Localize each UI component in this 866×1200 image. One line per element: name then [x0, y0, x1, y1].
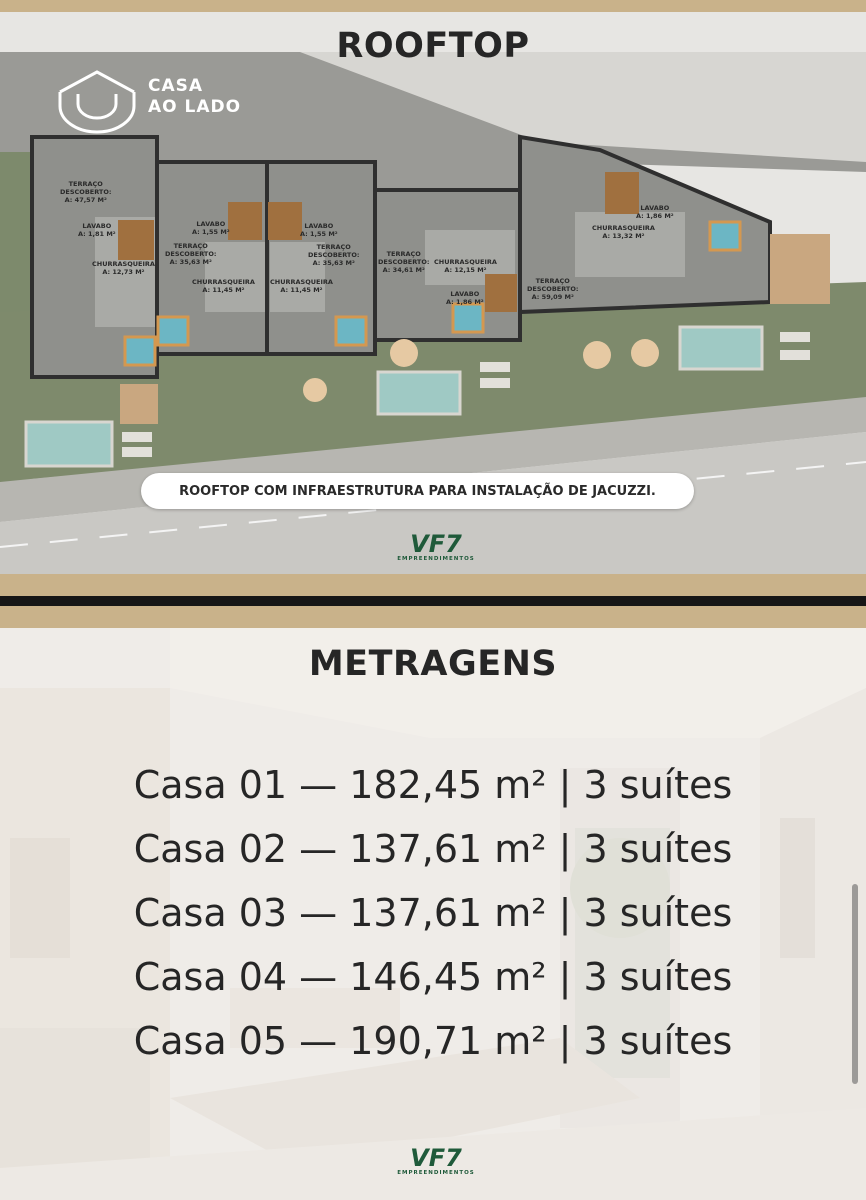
room-label: LAVABO A: 1,86 M²: [636, 204, 674, 220]
gold-band-1: [0, 574, 866, 596]
logo-line-2: AO LADO: [148, 97, 242, 117]
room-label: TERRAÇO DESCOBERTO: A: 59,09 M²: [527, 277, 579, 301]
unit-size-item: Casa 02 — 137,61 m² | 3 suítes: [133, 827, 733, 871]
divider-band: [0, 596, 866, 606]
rooftop-title: ROOFTOP: [336, 26, 530, 66]
room-label: TERRAÇO DESCOBERTO: A: 34,61 M²: [378, 250, 430, 274]
unit-size-list: [0, 753, 866, 1073]
vf7-subtitle: EMPREENDIMENTOS: [397, 1170, 475, 1176]
gold-band-2: [0, 606, 866, 628]
room-label: CHURRASQUEIRA A: 11,45 M²: [270, 278, 333, 294]
logo-wordmark: [148, 76, 241, 118]
vf7-subtitle: EMPREENDIMENTOS: [397, 556, 475, 562]
unit-size-item: Casa 03 — 137,61 m² | 3 suítes: [133, 891, 733, 935]
rooftop-panel: [0, 12, 866, 574]
room-label: LAVABO A: 1,55 M²: [300, 222, 338, 238]
room-label: CHURRASQUEIRA A: 12,15 M²: [434, 258, 497, 274]
metragens-panel: [0, 628, 866, 1200]
top-gold-band: [0, 0, 866, 12]
room-label: LAVABO A: 1,81 M²: [78, 222, 116, 238]
vf7-logo: [396, 1146, 476, 1176]
unit-size-item: Casa 04 — 146,45 m² | 3 suítes: [133, 955, 733, 999]
house-logo-icon: [54, 68, 140, 134]
vf7-logo: [396, 532, 476, 562]
room-label: TERRAÇO DESCOBERTO: A: 35,63 M²: [308, 243, 360, 267]
metragens-title: METRAGENS: [308, 644, 558, 684]
room-label: CHURRASQUEIRA A: 12,73 M²: [92, 260, 155, 276]
room-label: CHURRASQUEIRA A: 11,45 M²: [192, 278, 255, 294]
scrollbar[interactable]: [852, 884, 858, 1084]
vf7-mark: VF7: [410, 1144, 462, 1172]
room-label: TERRAÇO DESCOBERTO: A: 35,63 M²: [165, 242, 217, 266]
room-label: LAVABO A: 1,86 M²: [446, 290, 484, 306]
room-label: CHURRASQUEIRA A: 13,32 M²: [592, 224, 655, 240]
unit-size-item: Casa 05 — 190,71 m² | 3 suítes: [133, 1019, 733, 1063]
logo-line-1: CASA: [148, 76, 204, 96]
room-label: TERRAÇO DESCOBERTO: A: 47,57 M²: [60, 180, 112, 204]
jacuzzi-banner: ROOFTOP COM INFRAESTRUTURA PARA INSTALAÇÃO DE JACUZZI.: [141, 473, 694, 509]
room-label: LAVABO A: 1,55 M²: [192, 220, 230, 236]
unit-size-item: Casa 01 — 182,45 m² | 3 suítes: [133, 763, 733, 807]
vf7-mark: VF7: [410, 530, 462, 558]
